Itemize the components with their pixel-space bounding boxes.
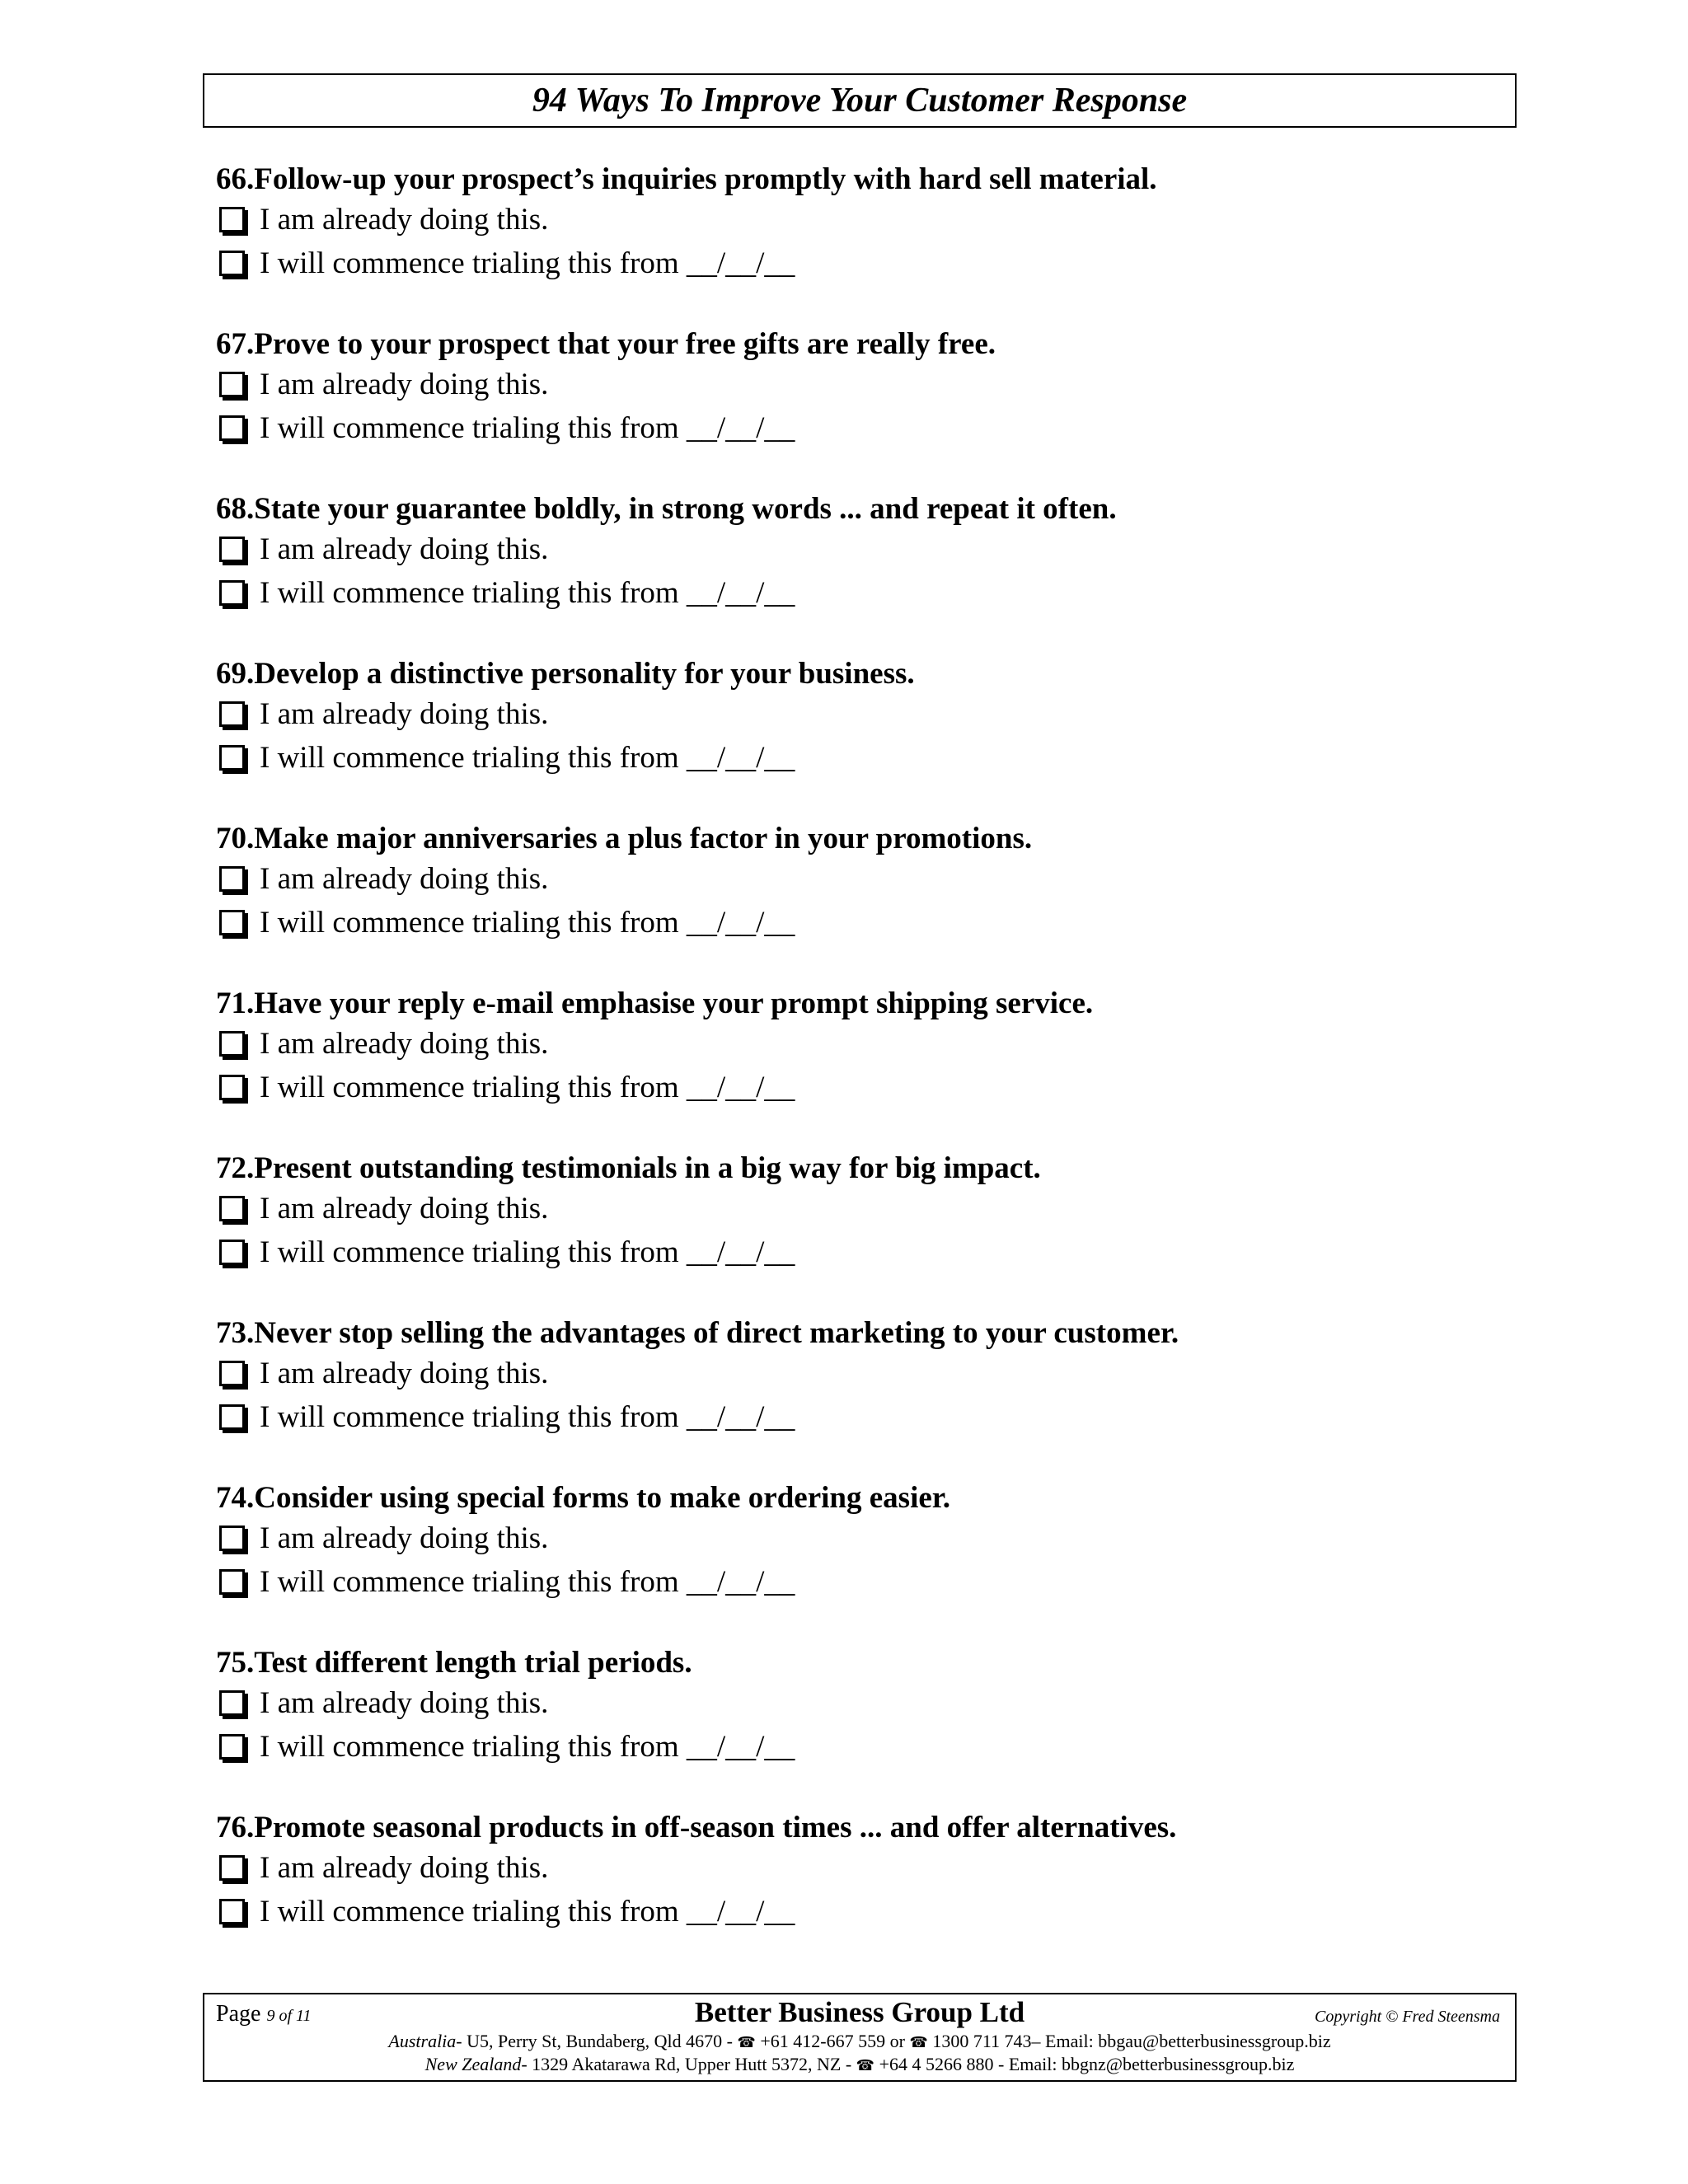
option-already-doing[interactable] — [216, 1187, 1518, 1230]
option-label: I will commence trialing this from __/__/__ — [260, 906, 795, 940]
checkbox[interactable] — [219, 207, 245, 232]
checkbox[interactable] — [219, 1899, 245, 1924]
checkbox[interactable] — [219, 1734, 245, 1760]
item-title: 72.Present outstanding testimonials in a big way for big impact. — [216, 1151, 1041, 1185]
checkbox[interactable] — [219, 1526, 245, 1551]
list-item — [216, 1645, 1518, 1810]
list-item — [216, 1810, 1518, 1975]
list-item — [216, 1480, 1518, 1645]
option-label: I will commence trialing this from __/__/__ — [260, 1400, 795, 1434]
option-label: I am already doing this. — [260, 697, 549, 731]
list-item — [216, 821, 1518, 986]
checkbox[interactable] — [219, 1855, 245, 1881]
option-commence-trialing[interactable] — [216, 406, 1518, 450]
option-commence-trialing[interactable] — [216, 1395, 1518, 1439]
item-title: 69.Develop a distinctive personality for your business. — [216, 657, 915, 691]
checkbox[interactable] — [219, 537, 245, 562]
option-label: I will commence trialing this from __/__/__ — [260, 246, 795, 280]
checkbox[interactable] — [219, 1361, 245, 1386]
item-title: 75.Test different length trial periods. — [216, 1646, 692, 1680]
list-item — [216, 656, 1518, 821]
phone-icon: ☎ — [909, 2034, 928, 2051]
checkbox[interactable] — [219, 1196, 245, 1221]
option-commence-trialing[interactable] — [216, 571, 1518, 615]
checkbox[interactable] — [219, 745, 245, 771]
option-commence-trialing[interactable] — [216, 901, 1518, 944]
item-title: 76.Promote seasonal products in off-season times ... and offer alternatives. — [216, 1811, 1177, 1844]
item-title: 73.Never stop selling the advantages of direct marketing to your customer. — [216, 1316, 1179, 1350]
option-label: I am already doing this. — [260, 1851, 549, 1885]
phone-number-email: +64 4 5266 880 - Email: bbgnz@betterbusinessgroup.biz — [879, 2054, 1295, 2074]
option-already-doing[interactable] — [216, 1846, 1518, 1890]
footer-top-row — [204, 1994, 1515, 2031]
australia-contact — [204, 2031, 1515, 2054]
option-label: I will commence trialing this from __/__/__ — [260, 1071, 795, 1104]
option-label: I am already doing this. — [260, 1192, 549, 1226]
new-zealand-contact — [204, 2054, 1515, 2077]
address: - 1329 Akatarawa Rd, Upper Hutt 5372, NZ - — [521, 2054, 852, 2074]
list-item — [216, 986, 1518, 1151]
checkbox[interactable] — [219, 580, 245, 606]
option-already-doing[interactable] — [216, 1516, 1518, 1560]
option-commence-trialing[interactable] — [216, 241, 1518, 285]
option-label: I am already doing this. — [260, 203, 549, 237]
option-label: I will commence trialing this from __/__/__ — [260, 741, 795, 775]
checkbox[interactable] — [219, 701, 245, 727]
option-label: I am already doing this. — [260, 862, 549, 896]
option-label: I will commence trialing this from __/__/__ — [260, 576, 795, 610]
option-label: I will commence trialing this from __/__/__ — [260, 1895, 795, 1929]
item-title: 68.State your guarantee boldly, in strong words ... and repeat it often. — [216, 492, 1117, 526]
copyright: Copyright © Fred Steensma — [1315, 2008, 1500, 2026]
list-item — [216, 1315, 1518, 1480]
option-label: I am already doing this. — [260, 1027, 549, 1061]
item-title: 71.Have your reply e-mail emphasise your prompt shipping service. — [216, 987, 1094, 1020]
page-title: 94 Ways To Improve Your Customer Response — [532, 82, 1188, 120]
option-label: I will commence trialing this from __/__/__ — [260, 411, 795, 445]
option-commence-trialing[interactable] — [216, 736, 1518, 780]
phone-icon: ☎ — [856, 2057, 875, 2074]
checkbox[interactable] — [219, 415, 245, 441]
address: - U5, Perry St, Bundaberg, Qld 4670 - — [456, 2031, 733, 2051]
list-item — [216, 491, 1518, 656]
country-label: New Zealand — [424, 2054, 522, 2074]
phone-icon: ☎ — [737, 2034, 756, 2051]
checklist — [216, 162, 1518, 1975]
option-commence-trialing[interactable] — [216, 1890, 1518, 1933]
page-header — [203, 73, 1517, 128]
option-already-doing[interactable] — [216, 363, 1518, 406]
option-already-doing[interactable] — [216, 1352, 1518, 1395]
option-label: I am already doing this. — [260, 1686, 549, 1720]
checkbox[interactable] — [219, 1569, 245, 1595]
checkbox[interactable] — [219, 1075, 245, 1100]
company-name: Better Business Group Ltd — [694, 1996, 1025, 2028]
option-label: I am already doing this. — [260, 532, 549, 566]
phone-number-email: 1300 711 743– Email: bbgau@betterbusinessgroup.biz — [932, 2031, 1331, 2051]
option-already-doing[interactable] — [216, 857, 1518, 901]
option-commence-trialing[interactable] — [216, 1560, 1518, 1604]
checkbox[interactable] — [219, 372, 245, 397]
option-commence-trialing[interactable] — [216, 1230, 1518, 1274]
checkbox[interactable] — [219, 1404, 245, 1430]
checkbox[interactable] — [219, 1240, 245, 1265]
option-label: I am already doing this. — [260, 1357, 549, 1390]
option-already-doing[interactable] — [216, 1681, 1518, 1725]
page-label: Page — [216, 2001, 261, 2027]
item-title: 74.Consider using special forms to make ordering easier. — [216, 1481, 951, 1515]
option-commence-trialing[interactable] — [216, 1066, 1518, 1109]
option-already-doing[interactable] — [216, 1022, 1518, 1066]
option-label: I will commence trialing this from __/__/__ — [260, 1235, 795, 1269]
page-info: 9 of 11 — [266, 2007, 312, 2025]
item-title: 66.Follow-up your prospect’s inquiries promptly with hard sell material. — [216, 162, 1157, 196]
checkbox[interactable] — [219, 910, 245, 935]
option-already-doing[interactable] — [216, 198, 1518, 241]
option-label: I am already doing this. — [260, 368, 549, 401]
country-label: Australia — [388, 2031, 457, 2051]
item-title: 70.Make major anniversaries a plus factor in your promotions. — [216, 822, 1033, 855]
phone-number: +61 412-667 559 or — [760, 2031, 905, 2051]
checkbox[interactable] — [219, 251, 245, 276]
option-already-doing[interactable] — [216, 692, 1518, 736]
list-item — [216, 326, 1518, 491]
page-footer — [203, 1993, 1517, 2082]
option-label: I am already doing this. — [260, 1521, 549, 1555]
option-commence-trialing[interactable] — [216, 1725, 1518, 1769]
checkbox[interactable] — [219, 866, 245, 892]
item-title: 67.Prove to your prospect that your free gifts are really free. — [216, 327, 996, 361]
checkbox[interactable] — [219, 1031, 245, 1057]
option-already-doing[interactable] — [216, 527, 1518, 571]
option-label: I will commence trialing this from __/__/__ — [260, 1730, 795, 1764]
option-label: I will commence trialing this from __/__/__ — [260, 1565, 795, 1599]
list-item — [216, 162, 1518, 326]
list-item — [216, 1151, 1518, 1315]
checkbox[interactable] — [219, 1690, 245, 1716]
